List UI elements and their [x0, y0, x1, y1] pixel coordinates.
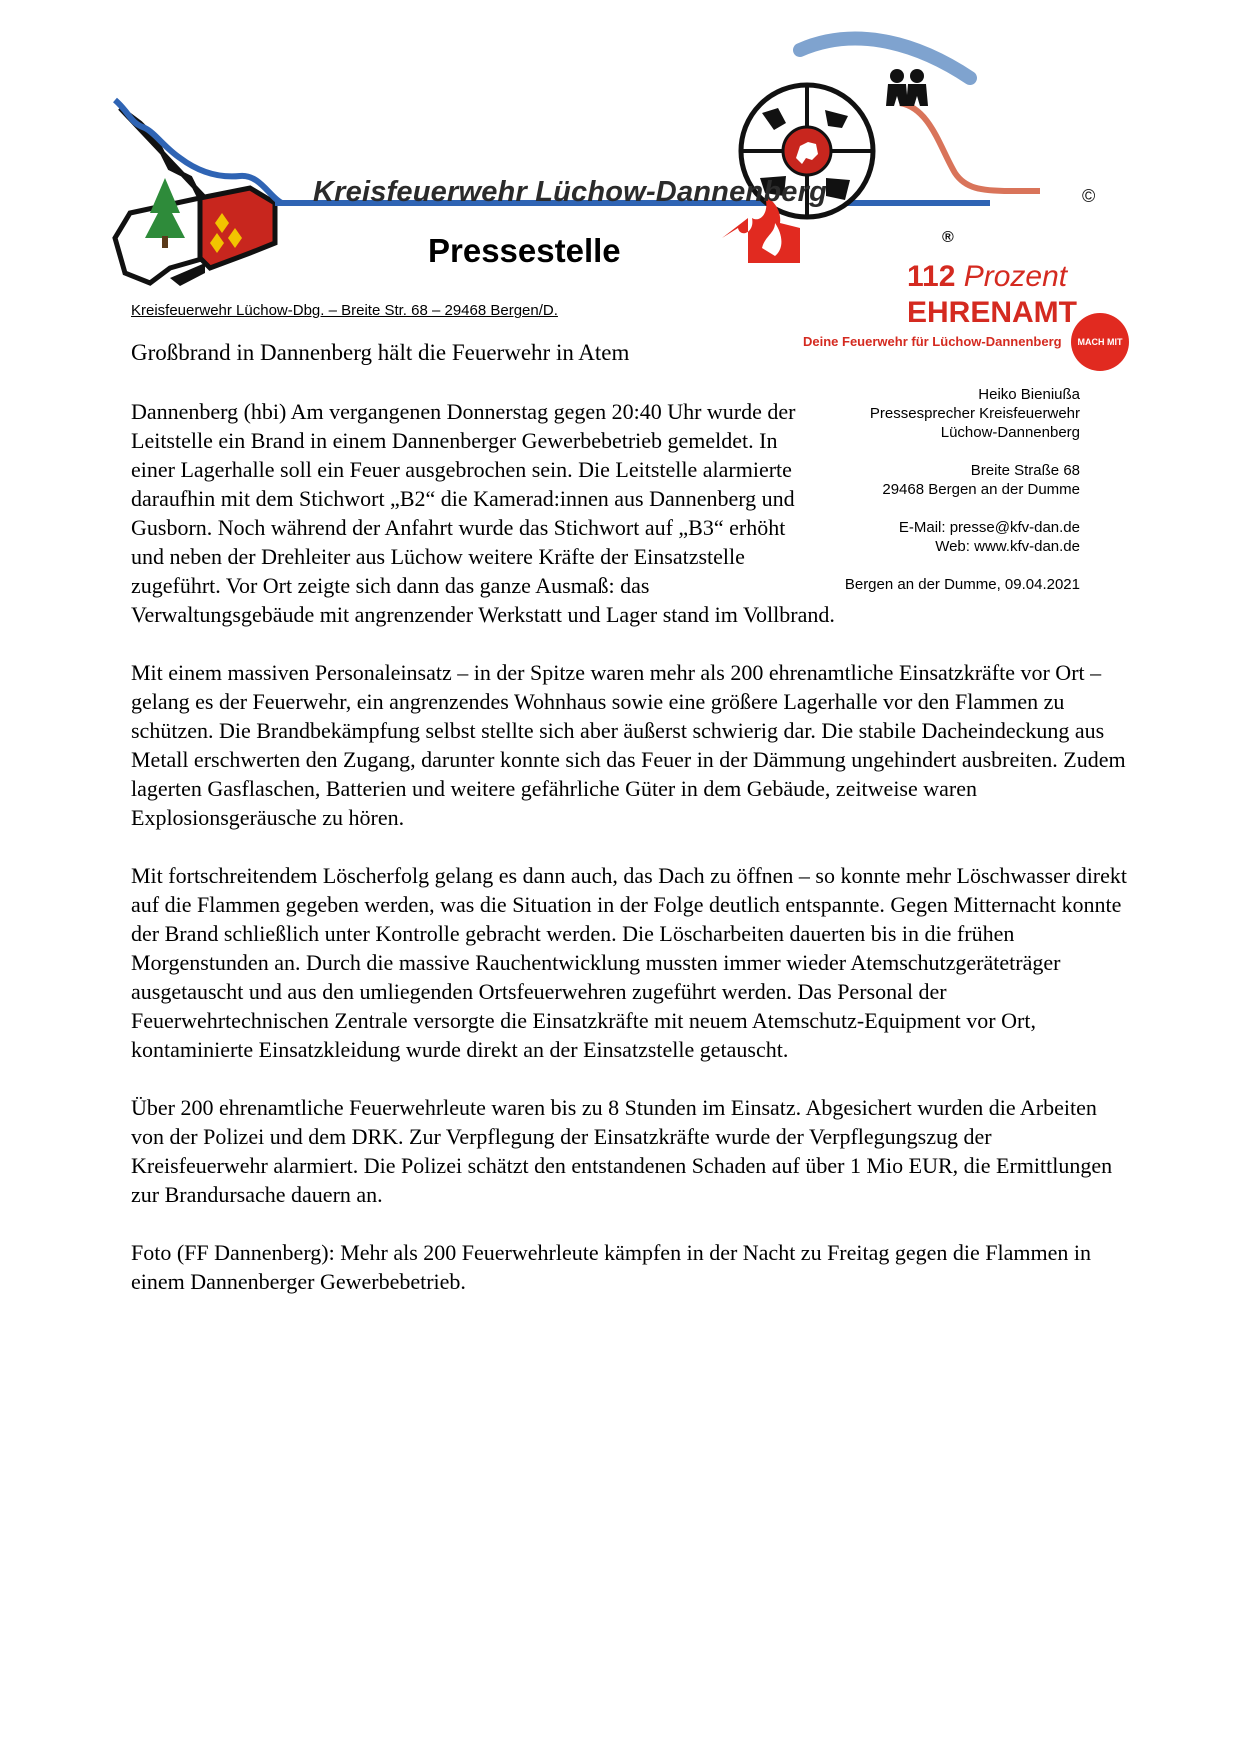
- contact-web: Web: www.kfv-dan.de: [935, 538, 1080, 555]
- district-map-logo: [115, 108, 275, 286]
- contact-name: Heiko Bieniußa: [978, 386, 1080, 403]
- press-office-title: Pressestelle: [428, 232, 621, 269]
- org-title: Kreisfeuerwehr Lüchow-Dannenberg: [313, 176, 827, 208]
- contact-date-line: Bergen an der Dumme, 09.04.2021: [844, 576, 1080, 593]
- campaign-percent-word: Prozent: [963, 260, 1068, 293]
- campaign-tagline: Deine Feuerwehr für Lüchow-Dannenberg: [803, 334, 1062, 349]
- contact-city: 29468 Bergen an der Dumme: [882, 481, 1080, 498]
- salmon-curve-decoration: [900, 103, 1040, 191]
- article-paragraph: Mit fortschreitendem Löscherfolg gelang es dann auch, das Dach zu öffnen – so konnte mehr Löschwasser direkt auf die Flammen gegeben werden, was die Situation in der Folge deutlich entspannte. Gegen Mitternacht konnte der Brand schließlich unter Kontrolle gebracht werden. Die Löscharbeiten dauerten bis in die frühen Morgenstunden an. Durch die massive Rauchentwicklung mussten immer wieder Atemschutzgeräteträger ausgetauscht und aus den umliegenden Ortsfeuerwehren zugeführt werden. Das Personal der Feuerwehrtechnischen Zentrale versorgte die Einsatzkräfte mit neuem Atemschutz-Equipment vor Ort, kontaminierte Einsatzkleidung wurde direkt an der Einsatzstelle getauscht.: [131, 863, 1128, 1062]
- sender-address-line: Kreisfeuerwehr Lüchow-Dbg. – Breite Str. 68 – 29468 Bergen/D.: [131, 302, 558, 319]
- article-headline: Großbrand in Dannenberg hält die Feuerwehr in Atem: [131, 340, 630, 365]
- registered-mark: ®: [942, 229, 954, 246]
- contact-email: E-Mail: presse@kfv-dan.de: [898, 519, 1080, 536]
- two-figures-icon: [886, 69, 928, 106]
- contact-street: Breite Straße 68: [970, 462, 1080, 479]
- article-body: [131, 397, 1131, 1325]
- campaign-percent: [907, 260, 1067, 294]
- article-paragraph: Foto (FF Dannenberg): Mehr als 200 Feuerwehrleute kämpfen in der Nacht zu Freitag gegen die Flammen in einem Dannenberger Gewerbebetrieb.: [131, 1240, 1092, 1294]
- copyright-mark: ©: [1082, 186, 1096, 206]
- campaign-number: 112: [907, 260, 956, 293]
- article-paragraph: Mit einem massiven Personaleinsatz – in der Spitze waren mehr als 200 ehrenamtliche Einsatzkräfte vor Ort – gelang es der Feuerwehr, ein angrenzendes Wohnhaus sowie eine größere Lagerhalle vor den Flammen zu schützen. Die Brandbekämpfung selbst stellte sich aber äußerst schwierig dar. Die stabile Dacheindeckung aus Metall erschwerten den Zugang, darunter konnte sich das Feuer in der Dämmung ungehindert ausbreiten. Zudem lagerten Gasflaschen, Batterien und weitere gefährliche Güter in dem Gebäude, zeitweise waren Explosionsgeräusche zu hören.: [131, 660, 1126, 830]
- contact-role-1: Pressesprecher Kreisfeuerwehr: [869, 405, 1080, 422]
- sky-arc-decoration: [800, 39, 970, 78]
- article-paragraph: Dannenberg (hbi) Am vergangenen Donnerstag gegen 20:40 Uhr wurde der Leitstelle ein Brand in einem Dannenberger Gewerbebetrieb gemeldet. In einer Lagerhalle soll ein Feuer ausgebrochen sein. Die Leitstelle alarmierte daraufhin mit dem Stichwort „B2“ die Kamerad:innen aus Dannenberg und Gusborn. Noch während der Anfahrt wurde das Stichwort auf „B3“ erhöht und neben der Drehleiter aus Lüchow weitere Kräfte der Einsatzstelle zugeführt. Vor Ort zeigte sich dann das ganze Ausmaß: das Verwaltungsgebäude mit angrenzender Werkstatt und Lager stand im Vollbrand.: [131, 399, 835, 627]
- contact-role-2: Lüchow-Dannenberg: [940, 424, 1080, 441]
- mach-mit-badge: MACH MIT: [1071, 313, 1129, 371]
- campaign-ehrenamt: EHRENAMT: [907, 296, 1077, 329]
- article-paragraph: Über 200 ehrenamtliche Feuerwehrleute waren bis zu 8 Stunden im Einsatz. Abgesichert wurden die Arbeiten von der Polizei und dem DRK. Zur Verpflegung der Einsatzkräfte wurde der Verpflegungszug der Kreisfeuerwehr alarmiert. Die Polizei schätzt den entstandenen Schaden auf über 1 Mio EUR, die Ermittlungen zur Brandursache dauern an.: [131, 1095, 1113, 1207]
